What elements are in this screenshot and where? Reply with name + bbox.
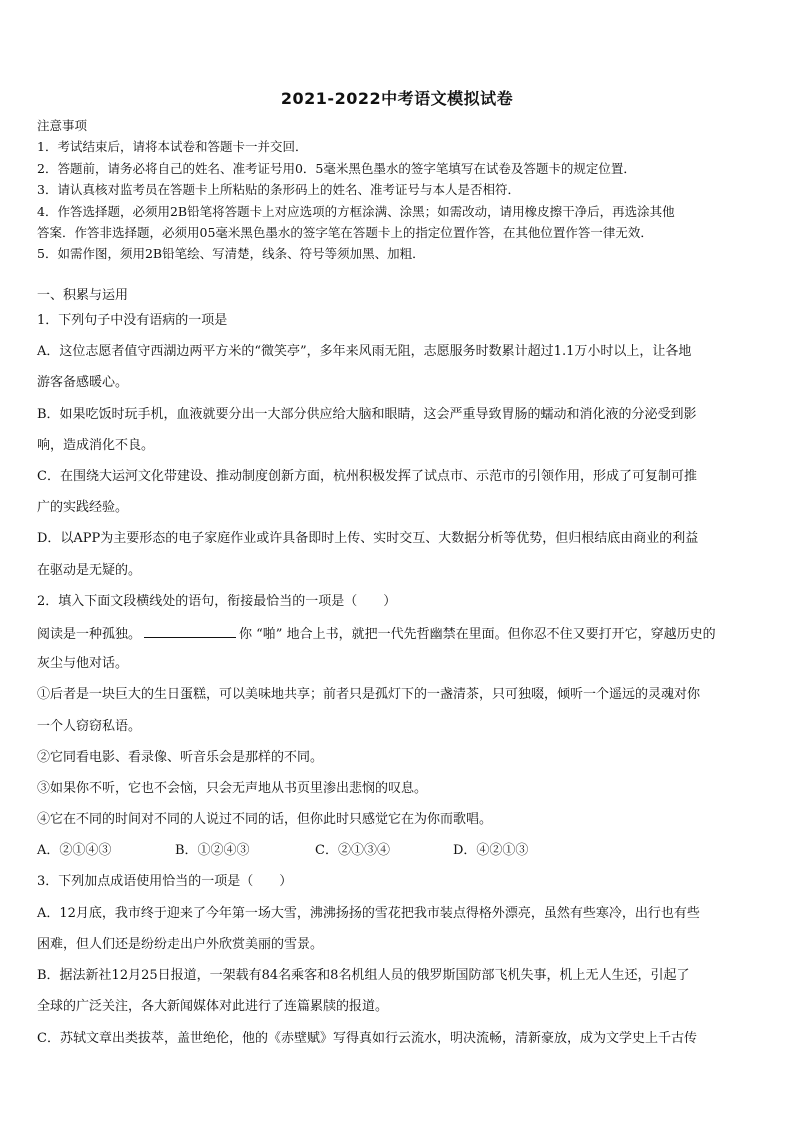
document-title: 2021-2022中考语文模拟试卷 (280, 89, 514, 108)
q1-option-line: C．在围绕大运河文化带建设、推动制度创新方面，杭州积极发挥了试点市、示范市的引领作用，形成了可复制可推 (37, 469, 697, 484)
notice-heading: 注意事项 (37, 118, 88, 133)
q2-option: D．④②①③ (453, 843, 529, 858)
q2-sentence-line: ①后者是一块巨大的生日蛋糕，可以美味地共享；前者只是孤灯下的一盏清茶，只可独啜，倾听一个遥远的灵魂对你 (37, 687, 701, 702)
q2-passage-line: 灰尘与他对话。 (37, 656, 129, 671)
notice-item: 5．如需作图，须用2B铅笔绘、写清楚，线条、符号等须加黑、加粗． (37, 246, 425, 261)
notice-item: 3．请认真核对监考员在答题卡上所粘贴的条形码上的姓名、准考证号与本人是否相符． (37, 182, 520, 197)
question-1-stem: 1．下列句子中没有语病的一项是 (37, 313, 228, 328)
q3-option-line: 困难，但人们还是纷纷走出户外欣赏美丽的雪景。 (37, 937, 324, 952)
q3-option-line: A．12月底，我市终于迎来了今年第一场大雪，沸沸扬扬的雪花把我市装点得格外漂亮，虽然有些寒冷，出行也有些 (37, 906, 700, 921)
q3-option-line: C．苏轼文章出类拔萃，盖世绝伦，他的《赤壁赋》写得真如行云流水，明决流畅，清新豪放，成为文学史上千古传 (37, 1031, 697, 1046)
q2-sentence-line: ②它同看电影、看录像、听音乐会是那样的不同。 (37, 750, 324, 765)
q2-option: B．①②④③ (175, 843, 250, 858)
q1-option-line: B．如果吃饭时玩手机，血液就要分出一大部分供应给大脑和眼睛，这会严重导致胃肠的蠕动和消化液的分泌受到影 (37, 407, 697, 422)
q1-option-line: A．这位志愿者值守西湖边两平方米的“微笑亭”，多年来风雨无阻，志愿服务时数累计超过1.1万小时以上，让各地 (37, 344, 692, 359)
q2-passage-before: 阅读是一种孤独。 (37, 627, 142, 642)
notice-item: 答案．作答非选择题，必须用05毫米黑色墨水的签字笔在答题卡上的指定位置作答，在其他位置作答一律无效． (37, 225, 653, 240)
q1-option-line: 响，造成消化不良。 (37, 438, 155, 453)
q2-sentence-line: ③如果你不听，它也不会恼，只会无声地从书页里渗出悲悯的叹息。 (37, 781, 428, 796)
notice-item: 4．作答选择题，必须用2B铅笔将答题卡上对应选项的方框涂满、涂黑；如需改动，请用橡皮擦干净后，再选涂其他 (37, 204, 675, 219)
q2-passage-after: 你 “啪” 地合上书，就把一代先哲幽禁在里面。但你忍不住又要打开它，穿越历史的 (239, 627, 716, 642)
fill-blank (144, 625, 236, 638)
question-2-stem: 2．填入下面文段横线处的语句，衔接最恰当的一项是（ ） (37, 594, 397, 609)
notice-item: 1．考试结束后，请将本试卷和答题卡一并交回． (37, 139, 308, 154)
q1-option-line: 广的实践经验。 (37, 500, 129, 515)
section-heading: 一、积累与运用 (37, 288, 129, 303)
question-3-stem: 3．下列加点成语使用恰当的一项是（ ） (37, 874, 293, 889)
q2-sentence-line: 一个人窃窃私语。 (37, 719, 142, 734)
q3-option-line: B．据法新社12月25日报道，一架载有84名乘客和8名机组人员的俄罗斯国防部飞机失事，机上无人生还，引起了 (37, 968, 690, 983)
q2-sentence-line: ④它在不同的时间对不同的人说过不同的话，但你此时只感觉它在为你而歌唱。 (37, 812, 493, 827)
q3-option-line: 全球的广泛关注，各大新闻媒体对此进行了连篇累牍的报道。 (37, 999, 389, 1014)
notice-item: 2．答题前，请务必将自己的姓名、准考证号用0．5毫米黑色墨水的签字笔填写在试卷及答题卡的规定位置． (37, 161, 636, 176)
q1-option-line: 游客备感暖心。 (37, 375, 129, 390)
q2-passage-line (37, 625, 761, 643)
q1-option-line: 在驱动是无疑的。 (37, 563, 142, 578)
q1-option-line: D．以APP为主要形态的电子家庭作业或许具备即时上传、实时交互、大数据分析等优势，但归根结底由商业的利益 (37, 531, 699, 546)
q2-option: A．②①④③ (37, 843, 112, 858)
q2-option: C．②①③④ (315, 843, 390, 858)
